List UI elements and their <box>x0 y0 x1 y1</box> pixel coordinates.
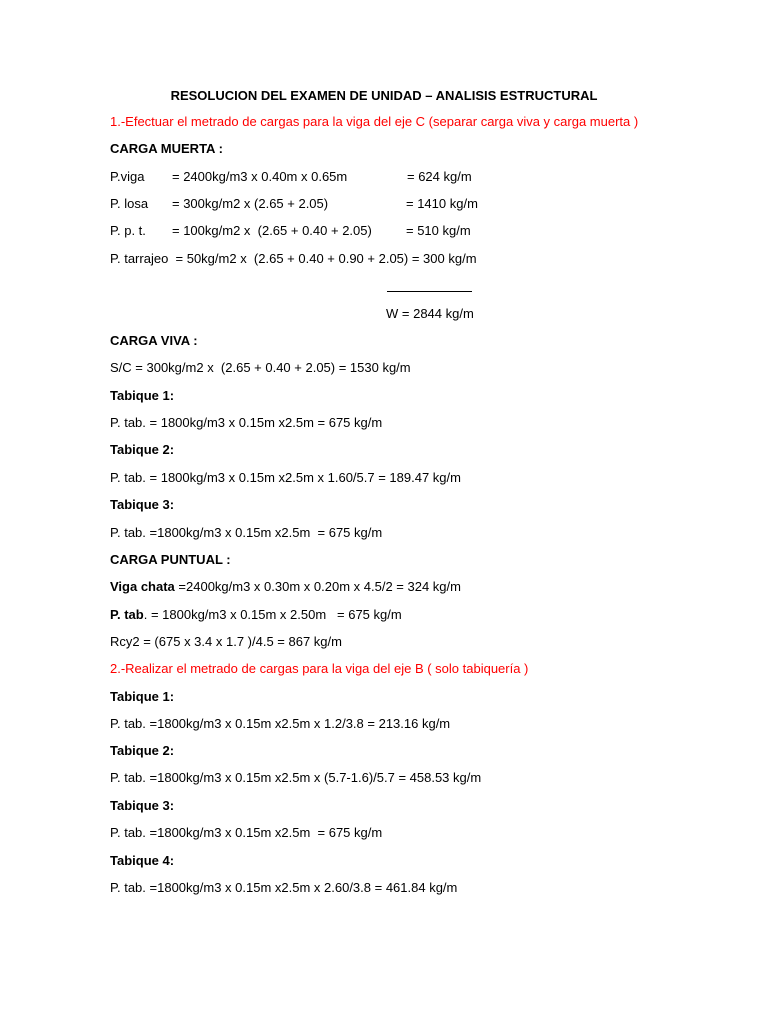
carga-muerta-label: CARGA MUERTA : <box>110 141 223 156</box>
viga-chata-row <box>110 579 461 595</box>
sobrecarga-row: S/C = 300kg/m2 x (2.65 + 0.40 + 2.05) = 1530 kg/m <box>110 360 411 375</box>
row-name: P. p. t. <box>110 223 146 238</box>
tabique-label: Tabique 3: <box>110 798 175 813</box>
tabique-label: Tabique 1: <box>110 388 175 403</box>
page-title: RESOLUCION DEL EXAMEN DE UNIDAD – ANALISIS ESTRUCTURAL <box>170 88 598 103</box>
dead-load-total: W = 2844 kg/m <box>386 306 474 321</box>
sum-divider <box>387 291 472 292</box>
row-name: P.viga <box>110 169 145 184</box>
rcy2-row: Rcy2 = (675 x 3.4 x 1.7 )/4.5 = 867 kg/m <box>110 634 342 649</box>
tabique-value: P. tab. =1800kg/m3 x 0.15m x2.5m x (5.7-1.6)/5.7 = 458.53 kg/m <box>110 770 482 785</box>
tabique-label: Tabique 2: <box>110 442 175 457</box>
tabique-label: Tabique 2: <box>110 743 175 758</box>
row-name: P. losa <box>110 196 149 211</box>
carga-puntual-label: CARGA PUNTUAL : <box>110 552 231 567</box>
tabique-label: Tabique 4: <box>110 853 175 868</box>
ptab-row <box>110 607 402 623</box>
question-2-heading: 2.-Realizar el metrado de cargas para la viga del eje B ( solo tabiquería ) <box>110 661 529 676</box>
tabique-value: P. tab. =1800kg/m3 x 0.15m x2.5m x 2.60/3.8 = 461.84 kg/m <box>110 880 458 895</box>
tarrajeo-row: P. tarrajeo = 50kg/m2 x (2.65 + 0.40 + 0.90 + 2.05) = 300 kg/m <box>110 251 477 266</box>
tabique-label: Tabique 3: <box>110 497 175 512</box>
question-1-heading: 1.-Efectuar el metrado de cargas para la viga del eje C (separar carga viva y carga muerta ) <box>110 114 639 129</box>
row-result: = 624 kg/m <box>407 169 472 184</box>
tabique-value: P. tab. =1800kg/m3 x 0.15m x2.5m = 675 kg/m <box>110 825 383 840</box>
tabique-label: Tabique 1: <box>110 689 175 704</box>
carga-viva-label: CARGA VIVA : <box>110 333 198 348</box>
viga-chata-value: =2400kg/m3 x 0.30m x 0.20m x 4.5/2 = 324 kg/m <box>174 579 461 594</box>
tabique-value: P. tab. =1800kg/m3 x 0.15m x2.5m = 675 kg/m <box>110 525 383 540</box>
row-result: = 510 kg/m <box>406 223 471 238</box>
row-result: = 1410 kg/m <box>406 196 478 211</box>
row-expr: = 100kg/m2 x (2.65 + 0.40 + 2.05) <box>172 223 372 238</box>
tabique-value: P. tab. = 1800kg/m3 x 0.15m x2.5m = 675 kg/m <box>110 415 383 430</box>
tabique-value: P. tab. =1800kg/m3 x 0.15m x2.5m x 1.2/3.8 = 213.16 kg/m <box>110 716 451 731</box>
tabique-value: P. tab. = 1800kg/m3 x 0.15m x2.5m x 1.60/5.7 = 189.47 kg/m <box>110 470 461 485</box>
viga-chata-label: Viga chata <box>110 579 175 594</box>
ptab-label: P. tab <box>110 607 144 622</box>
ptab-value: . = 1800kg/m3 x 0.15m x 2.50m = 675 kg/m <box>143 607 402 622</box>
row-expr: = 300kg/m2 x (2.65 + 2.05) <box>172 196 329 211</box>
row-expr: = 2400kg/m3 x 0.40m x 0.65m <box>172 169 348 184</box>
